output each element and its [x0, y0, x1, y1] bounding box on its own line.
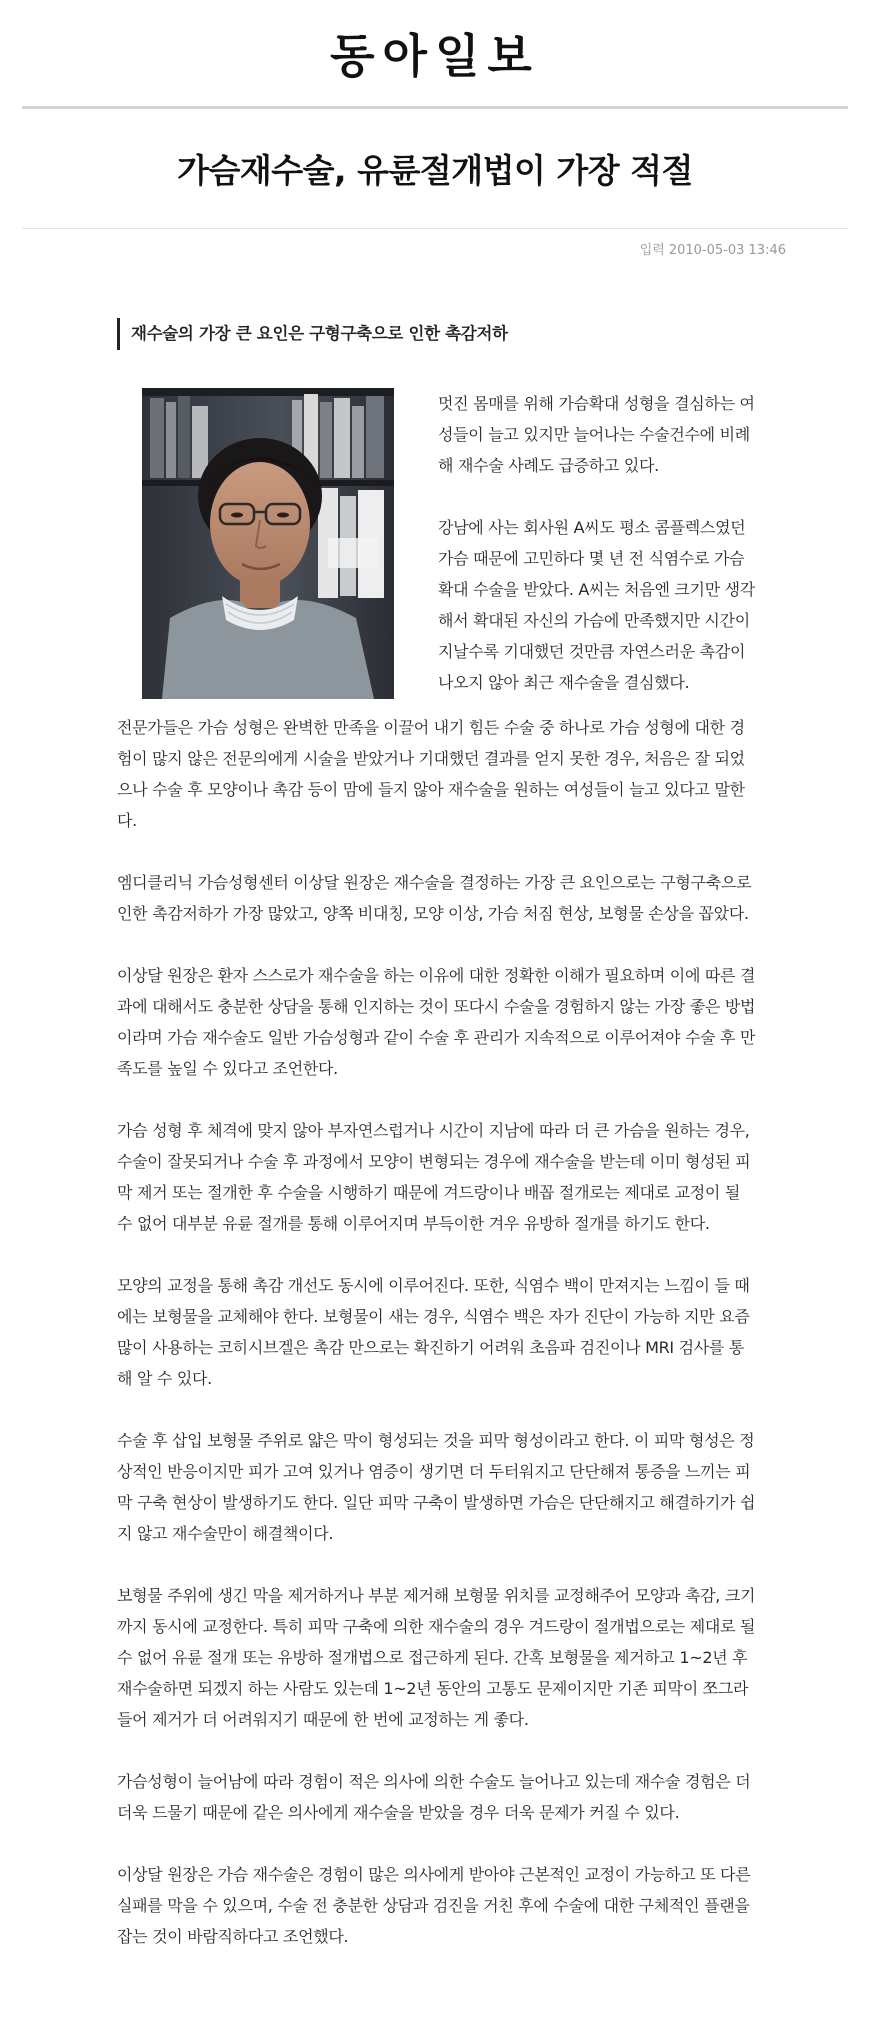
body-paragraph: 전문가들은 가슴 성형은 완벽한 만족을 이끌어 내기 힘든 수술 중 하나로 가슴 성형에 대한 경험이 많지 않은 전문의에게 시술을 받았거나 기대했던 결과를 얻지 못한 경우, 처음은 잘 되었으나 수술 후 모양이나 촉감 등이 맘에 들지 않아 재수술을 원하는 여성들이 늘고 있다고 말한다. [117, 718, 745, 830]
article-subhead: 재수술의 가장 큰 요인은 구형구축으로 인한 촉감저하 [117, 318, 757, 350]
date-value: 2010-05-03 13:46 [668, 243, 786, 258]
body-paragraph: 엠디클리닉 가슴성형센터 이상달 원장은 재수술을 결정하는 가장 큰 요인으로는 구형구축으로 인한 촉감저하가 가장 많았고, 양쪽 비대칭, 모양 이상, 가슴 처짐 현상, 보형물 손상을 꼽았다. [117, 873, 752, 923]
body-paragraph: 이상달 원장은 가슴 재수술은 경험이 많은 의사에게 받아야 근본적인 교정이 가능하고 또 다른 실패를 막을 수 있으며, 수술 전 충분한 상담과 검진을 거친 후에 수술에 대한 구체적인 플랜을 잡는 것이 바람직하다고 조언했다. [117, 1865, 751, 1946]
headline-area [0, 109, 870, 228]
headline-divider [22, 228, 848, 229]
body-paragraph: 가슴 성형 후 체격에 맞지 않아 부자연스럽거나 시간이 지남에 따라 더 큰 가슴을 원하는 경우, 수술이 잘못되거나 수술 후 과정에서 모양이 변형되는 경우에 재수술을 받는데 이미 형성된 피막 제거 또는 절개한 후 수술을 시행하기 때문에 겨드랑이나 배꼽 절개로는 제대로 교정이 될 수 없어 대부분 유륜 절개를 통해 이루어지며 부득이한 겨우 유방하 절개를 하기도 한다. [117, 1121, 751, 1233]
lead-block [117, 388, 757, 699]
newspaper-logo[interactable]: 동아일보 [330, 29, 540, 83]
body-paragraph: 이상달 원장은 환자 스스로가 재수술을 하는 이유에 대한 정확한 이해가 필요하며 이에 따른 결과에 대해서도 충분한 상담을 통해 인지하는 것이 또다시 수술을 경험하지 않는 가장 좋은 방법이라며 가슴 재수술도 일반 가슴성형과 같이 수술 후 관리가 지속적으로 이루어져야 수술 후 만족도를 높일 수 있다고 조언한다. [117, 966, 756, 1078]
dateline [0, 241, 870, 261]
body-paragraph: 모양의 교정을 통해 촉감 개선도 동시에 이루어진다. 또한, 식염수 백이 만져지는 느낌이 들 때에는 보형물을 교체해야 한다. 보형물이 새는 경우, 식염수 백은 자가 진단이 가능하 지만 요즘 많이 사용하는 코히시브겔은 촉감 만으로는 확진하기 어려워 초음파 검진이나 MRI 검사를 통해 알 수 있다. [117, 1276, 750, 1388]
article-headline: 가슴재수술, 유륜절개법이 가장 적절 [177, 151, 693, 190]
body-paragraphs [117, 712, 757, 1952]
body-paragraph: 가슴성형이 늘어남에 따라 경험이 적은 의사에 의한 수술도 늘어나고 있는데 재수술 경험은 더더욱 드물기 때문에 같은 의사에게 재수술을 받았을 경우 더욱 문제가 커질 수 있다. [117, 1772, 751, 1822]
lead-paragraph: 강남에 사는 회사원 A씨도 평소 콤플렉스였던 가슴 때문에 고민하다 몇 년 전 식염수로 가슴확대 수술을 받았다. A씨는 처음엔 크기만 생각해서 확대된 자신의 가슴에 만족했지만 시간이 지날수록 기대했던 것만큼 자연스러운 촉감이 나오지 않아 최근 재수술을 결심했다. [438, 518, 755, 692]
lead-paragraph: 멋진 몸매를 위해 가슴확대 성형을 결심하는 여성들이 늘고 있지만 늘어나는 수술건수에 비례해 재수술 사례도 급증하고 있다. [438, 394, 755, 475]
date-label: 입력 [639, 243, 665, 258]
article-body [117, 318, 757, 1983]
doctor-portrait-image [142, 388, 394, 699]
doctor-photo [142, 388, 394, 699]
masthead [0, 0, 870, 106]
body-paragraph: 수술 후 삽입 보형물 주위로 얇은 막이 형성되는 것을 피막 형성이라고 한다. 이 피막 형성은 정상적인 반응이지만 피가 고여 있거나 염증이 생기면 더 두터워지고 단단해져 통증을 느끼는 피막 구축 현상이 발생하기도 한다. 일단 피막 구축이 발생하면 가슴은 단단해지고 해결하기가 쉽지 않고 재수술만이 해결책이다. [117, 1431, 756, 1543]
lead-text [438, 388, 757, 698]
body-paragraph: 보형물 주위에 생긴 막을 제거하거나 부분 제거해 보형물 위치를 교정해주어 모양과 촉감, 크기까지 동시에 교정한다. 특히 피막 구축에 의한 재수술의 경우 겨드랑이 절개법으로는 제대로 될 수 없어 유륜 절개 또는 유방하 절개법으로 접근하게 된다. 간혹 보형물을 제거하고 1~2년 후 재수술하면 되겠지 하는 사람도 있는데 1~2년 동안의 고통도 문제이지만 기존 피막이 쪼그라들어 제거가 더 어려워지기 때문에 한 번에 교정하는 게 좋다. [117, 1586, 756, 1729]
